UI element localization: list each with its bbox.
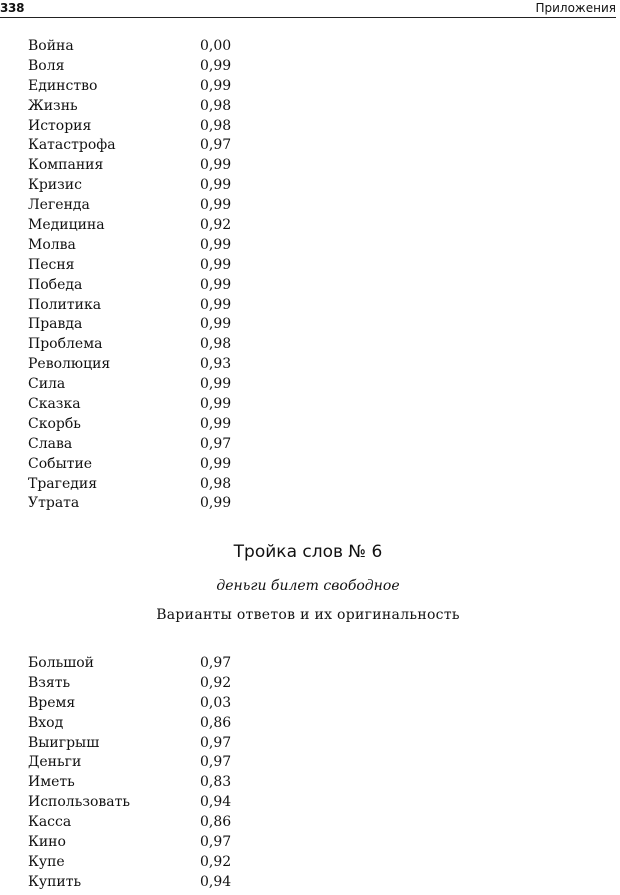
list-item-value: 0,00 xyxy=(200,38,232,54)
list-item-value: 0,92 xyxy=(200,674,232,691)
list-item-word: Песня xyxy=(28,256,75,273)
list-item-word: Вход xyxy=(28,714,64,731)
list-item xyxy=(28,674,288,694)
list-item-word: Политика xyxy=(28,296,102,313)
word-list-previous xyxy=(28,37,288,514)
list-item-value: 0,97 xyxy=(200,834,232,851)
list-item xyxy=(28,216,288,236)
list-item-word: Скорбь xyxy=(28,415,81,432)
list-item-value: 0,99 xyxy=(200,197,232,214)
answers-caption: Варианты ответов и их оригинальность xyxy=(156,607,460,623)
list-item-word: Взять xyxy=(28,674,71,691)
list-item-word: Кризис xyxy=(28,177,82,194)
list-item-value: 0,99 xyxy=(200,177,232,194)
list-item xyxy=(28,236,288,256)
list-item-word: Молва xyxy=(28,236,76,253)
list-item-value: 0,92 xyxy=(200,217,232,234)
list-item xyxy=(28,694,288,714)
list-item-word: Касса xyxy=(28,814,72,831)
list-item xyxy=(28,176,288,196)
triad-title: Тройка слов № 6 xyxy=(233,542,383,562)
list-item xyxy=(28,435,288,455)
list-item xyxy=(28,256,288,276)
list-item xyxy=(28,196,288,216)
list-item-value: 0,99 xyxy=(200,236,232,253)
page-number: 338 xyxy=(0,1,25,15)
list-item xyxy=(28,415,288,435)
list-item xyxy=(28,455,288,475)
list-item-word: Деньги xyxy=(28,754,82,771)
list-item-value: 0,94 xyxy=(200,873,232,890)
list-item xyxy=(28,156,288,176)
list-item xyxy=(28,395,288,415)
list-item xyxy=(28,57,288,77)
list-item-value: 0,86 xyxy=(200,814,232,831)
list-item xyxy=(28,117,288,137)
list-item xyxy=(28,136,288,156)
list-item xyxy=(28,654,288,674)
list-item-value: 0,97 xyxy=(200,137,232,154)
list-item xyxy=(28,714,288,734)
list-item-value: 0,99 xyxy=(200,256,232,273)
list-item-value: 0,99 xyxy=(200,495,232,512)
list-item-word: Утрата xyxy=(28,495,80,512)
list-item xyxy=(28,813,288,833)
list-item xyxy=(28,773,288,793)
list-item xyxy=(28,355,288,375)
list-item-value: 0,98 xyxy=(200,336,232,353)
list-item-word: Медицина xyxy=(28,217,105,234)
list-item-value: 0,86 xyxy=(200,714,232,731)
list-item-word: Победа xyxy=(28,276,83,293)
list-item-value: 0,99 xyxy=(200,396,232,413)
list-item-word: Жизнь xyxy=(28,97,78,114)
list-item xyxy=(28,276,288,296)
list-item-value: 0,99 xyxy=(200,296,232,313)
list-item xyxy=(28,494,288,514)
list-item-word: Воля xyxy=(28,57,65,74)
list-item-word: История xyxy=(28,117,92,134)
list-item-value: 0,97 xyxy=(200,435,232,452)
list-item-word: Проблема xyxy=(28,336,103,353)
list-item-word: Трагедия xyxy=(28,475,98,492)
list-item xyxy=(28,793,288,813)
list-item xyxy=(28,375,288,395)
list-item-word: Легенда xyxy=(28,197,90,214)
list-item-word: Использовать xyxy=(28,794,130,811)
list-item xyxy=(28,853,288,873)
triad-words: деньги билет свободное xyxy=(216,578,400,594)
list-item-word: Иметь xyxy=(28,774,75,791)
running-header xyxy=(0,0,616,18)
list-item xyxy=(28,833,288,853)
list-item-word: Большой xyxy=(28,655,95,671)
list-item-value: 0,99 xyxy=(200,276,232,293)
list-item-word: Купе xyxy=(28,853,65,870)
list-item-value: 0,98 xyxy=(200,475,232,492)
list-item-value: 0,97 xyxy=(200,655,232,671)
list-item-value: 0,97 xyxy=(200,734,232,751)
list-item-word: Событие xyxy=(28,455,93,472)
list-item-word: Революция xyxy=(28,356,111,373)
list-item xyxy=(28,77,288,97)
section-name: Приложения xyxy=(535,1,616,15)
list-item-value: 0,99 xyxy=(200,376,232,393)
list-item-value: 0,98 xyxy=(200,97,232,114)
list-item xyxy=(28,753,288,773)
list-item-word: Правда xyxy=(28,316,83,333)
list-item-word: Война xyxy=(28,38,74,54)
list-item xyxy=(28,315,288,335)
list-item-value: 0,92 xyxy=(200,853,232,870)
list-item-word: Слава xyxy=(28,435,73,452)
list-item-value: 0,94 xyxy=(200,794,232,811)
list-item xyxy=(28,296,288,316)
list-item-word: Компания xyxy=(28,157,104,174)
list-item-value: 0,83 xyxy=(200,774,232,791)
list-item-word: Время xyxy=(28,694,76,711)
list-item-value: 0,99 xyxy=(200,157,232,174)
list-item-value: 0,99 xyxy=(200,415,232,432)
list-item-word: Кино xyxy=(28,834,66,851)
list-item-word: Единство xyxy=(28,77,98,94)
list-item xyxy=(28,335,288,355)
list-item xyxy=(28,97,288,117)
list-item-word: Сила xyxy=(28,376,66,393)
list-item xyxy=(28,734,288,754)
list-item-word: Купить xyxy=(28,873,82,890)
list-item xyxy=(28,873,288,893)
list-item-value: 0,99 xyxy=(200,455,232,472)
list-item-value: 0,99 xyxy=(200,57,232,74)
list-item-value: 0,99 xyxy=(200,316,232,333)
list-item-value: 0,97 xyxy=(200,754,232,771)
list-item xyxy=(28,37,288,57)
list-item-value: 0,93 xyxy=(200,356,232,373)
list-item xyxy=(28,475,288,495)
list-item-word: Сказка xyxy=(28,396,81,413)
list-item-word: Катастрофа xyxy=(28,137,116,154)
list-item-word: Выигрыш xyxy=(28,734,100,751)
list-item-value: 0,98 xyxy=(200,117,232,134)
word-list-triad-6 xyxy=(28,654,288,893)
list-item-value: 0,03 xyxy=(200,694,232,711)
list-item-value: 0,99 xyxy=(200,77,232,94)
